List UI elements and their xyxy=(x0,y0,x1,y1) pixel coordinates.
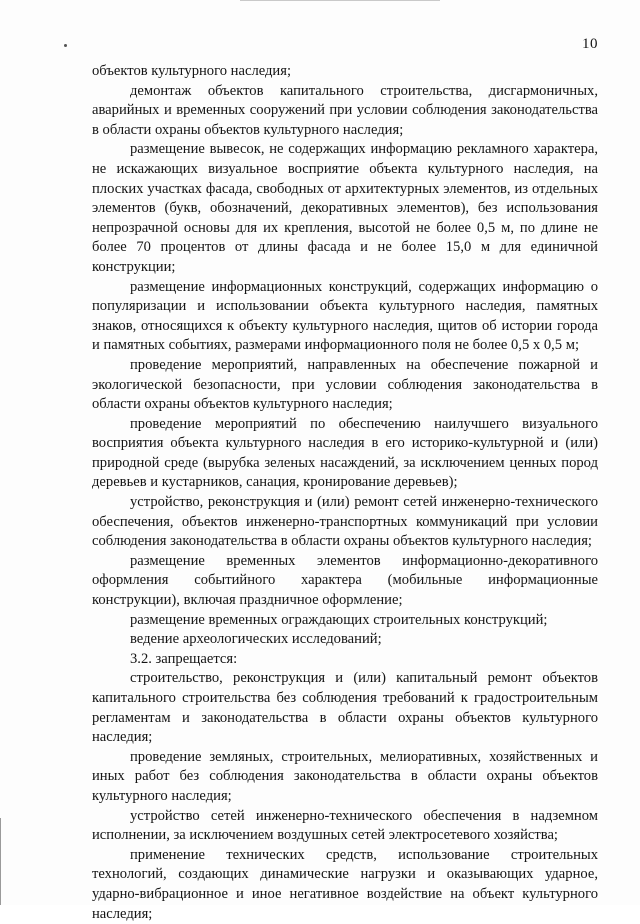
paragraph-archaeology: ведение археологических исследований; xyxy=(130,631,382,648)
paragraph-dismantling: демонтаж объектов капитального строительства, дисгармоничных, аварийных и временных сооружений при условии соблюдения законодательства в области охраны объектов культурного наследия; xyxy=(92,82,598,138)
scan-artifact-dot xyxy=(64,44,67,47)
paragraph-utility-networks: устройство, реконструкция и (или) ремонт сетей инженерно-технического обеспечения, объектов инженерно-транспортных коммуникаций при условии соблюдения законодательства в области охраны объектов культурного наследия; xyxy=(92,494,598,550)
scan-artifact-top xyxy=(240,0,440,1)
section-heading-prohibited: 3.2. запрещается: xyxy=(130,650,238,667)
paragraph-earthworks: проведение земляных, строительных, мелиоративных, хозяйственных и иных работ без соблюдения законодательства в области охраны объектов культурного наследия; xyxy=(92,748,598,804)
paragraph-info-structures: размещение информационных конструкций, содержащих информацию о популяризации и использовании объекта культурного наследия, памятных знаков, относящихся к объекту культурного наследия, щитов об истории города и памятных событиях, размерами информационного поля не более 0,5 х 0,5 м; xyxy=(92,278,598,354)
document-body xyxy=(92,62,598,924)
paragraph-visual-perception: проведение мероприятий по обеспечению наилучшего визуального восприятия объекта культурного наследия в его историко-культурной и (или) природной среде (вырубка зеленых насаждений, за исключением ценных пород деревьев и кустарников, санация, кронирование деревьев); xyxy=(92,415,598,491)
paragraph-construction: строительство, реконструкция и (или) капитальный ремонт объектов капитального строительства без соблюдения требований к градостроительным регламентам и законодательства в области охраны объектов культурного наследия; xyxy=(92,670,598,746)
paragraph-overhead-networks: устройство сетей инженерно-технического обеспечения в надземном исполнении, за исключением воздушных сетей электросетевого хозяйства; xyxy=(92,807,598,844)
paragraph-temporary-decor: размещение временных элементов информационно-декоративного оформления событийного характера (мобильные информационные конструкции), включая праздничное оформление; xyxy=(92,552,598,609)
paragraph-temporary-fences: размещение временных ограждающих строительных конструкций; xyxy=(130,611,548,628)
paragraph-dynamic-loads: применение технических средств, использование строительных технологий, создающих динамические нагрузки и оказывающих ударное, ударно-вибрационное и иное негативное воздействие на объект культурного наследия; xyxy=(92,846,598,922)
scan-artifact-edge xyxy=(0,818,1,905)
paragraph-continuation: объектов культурного наследия; xyxy=(92,63,292,79)
paragraph-signage: размещение вывесок, не содержащих информацию рекламного характера, не искажающих визуальное восприятие объекта культурного наследия, на плоских участках фасада, свободных от архитектурных элементов, из отдельных элементов (букв, обозначений, декоративных элементов), без использования непрозрачной основы для их крепления, высотой не более 0,5 м, по длине не более 70 процентов от длины фасада и не более 15,0 м для единичной конструкции; xyxy=(92,141,598,275)
paragraph-fire-safety: проведение мероприятий, направленных на обеспечение пожарной и экологической безопасности, при условии соблюдения законодательства в области охраны объектов культурного наследия; xyxy=(92,356,598,413)
page-number: 10 xyxy=(582,36,598,52)
